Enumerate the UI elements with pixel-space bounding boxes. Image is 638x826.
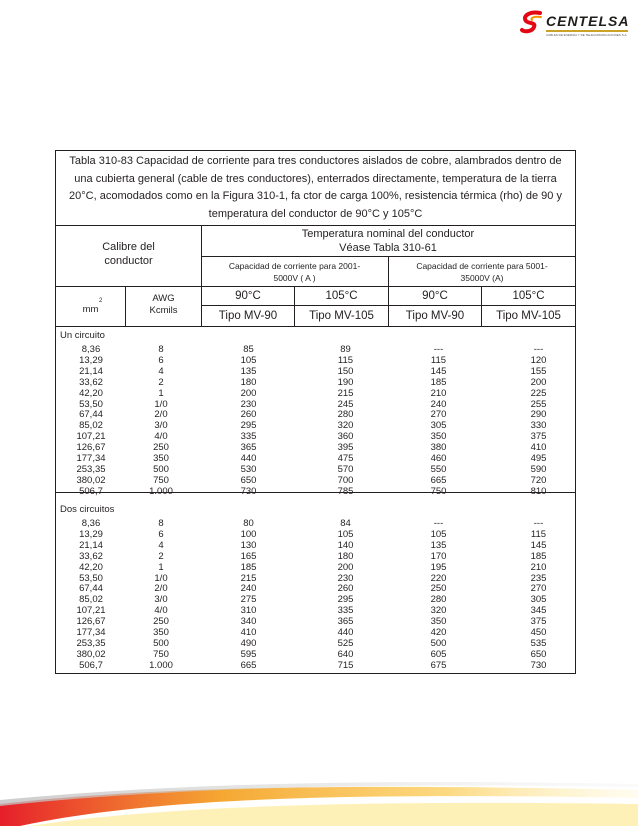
table-cell: 130 — [240, 539, 257, 551]
table-cell: 180 — [240, 376, 257, 388]
table-cell: 85 — [243, 344, 254, 355]
table-cell: 750 — [153, 474, 169, 486]
table-cell: 240 — [430, 398, 447, 410]
table-cell: 1.000 — [149, 485, 173, 497]
table-cell: 305 — [530, 594, 547, 606]
table-cell: 280 — [337, 409, 354, 421]
table-cell: 250 — [430, 583, 447, 595]
table-cell: 8 — [158, 518, 164, 529]
table-cell: 225 — [530, 387, 547, 399]
table-cell: 345 — [530, 605, 547, 617]
col-c3 — [411, 519, 466, 672]
table-cell: 665 — [240, 659, 257, 671]
table-cell: 340 — [240, 616, 257, 628]
temp-col-3: 90°C — [422, 290, 448, 302]
table-cell: 395 — [337, 442, 354, 454]
table-cell: 80 — [243, 518, 254, 529]
table-cell: 2 — [158, 376, 164, 388]
table-cell: 13,29 — [79, 528, 103, 540]
table-cell: 107,21 — [76, 605, 106, 617]
table-cell: 750 — [153, 648, 169, 660]
table-cell: 177,34 — [76, 627, 106, 639]
table-cell: 590 — [530, 463, 547, 475]
table-cell: 155 — [530, 365, 547, 377]
table-cell: 335 — [337, 605, 354, 617]
col-c4 — [511, 519, 566, 672]
table-cell: 595 — [240, 648, 257, 660]
table-cell: 67,44 — [79, 409, 103, 421]
table-cell: 230 — [240, 398, 257, 410]
unit-mm2-superscript: 2 — [99, 298, 103, 304]
table-cell: 506,7 — [79, 485, 103, 497]
table-cell: 440 — [337, 627, 354, 639]
table-cell: --- — [533, 518, 544, 529]
table-cell: 42,20 — [79, 387, 103, 399]
table-cell: --- — [533, 344, 544, 355]
table-cell: 145 — [530, 539, 547, 551]
table-cell: 135 — [240, 365, 257, 377]
rule-under-header — [56, 326, 575, 327]
table-cell: 785 — [337, 485, 354, 497]
col-c3 — [411, 345, 466, 498]
table-cell: 675 — [430, 659, 447, 671]
table-cell: 535 — [530, 637, 547, 649]
table-cell: 115 — [530, 528, 547, 540]
table-cell: 107,21 — [76, 431, 106, 443]
table-cell: 665 — [430, 474, 447, 486]
temp-col-2: 105°C — [325, 290, 358, 302]
table-cell: 1 — [158, 387, 164, 399]
table-cell: 375 — [530, 616, 547, 628]
decorative-swoosh — [0, 760, 638, 826]
table-cell: 506,7 — [79, 659, 103, 671]
table-cell: 260 — [337, 583, 354, 595]
col-mm2 — [66, 345, 116, 498]
table-cell: 145 — [430, 365, 447, 377]
table-cell: 700 — [337, 474, 354, 486]
table-cell: 730 — [240, 485, 257, 497]
table-cell: 650 — [240, 474, 257, 486]
table-cell: 53,50 — [79, 572, 103, 584]
table-cell: 200 — [240, 387, 257, 399]
table-cell: 185 — [530, 550, 547, 562]
table-cell: 335 — [240, 431, 257, 443]
table-cell: 500 — [430, 637, 447, 649]
table-cell: 550 — [430, 463, 447, 475]
unit-awg-kcmils: AWG Kcmils — [149, 293, 178, 316]
table-cell: 33,62 — [79, 550, 103, 562]
table-cell: 360 — [337, 431, 354, 443]
type-col-1: Tipo MV-90 — [218, 310, 278, 322]
table-cell: 42,20 — [79, 561, 103, 573]
table-cell: --- — [433, 518, 444, 529]
table-cell: 240 — [240, 583, 257, 595]
table-cell: 750 — [430, 485, 447, 497]
col-c2 — [318, 519, 373, 672]
table-cell: 650 — [530, 648, 547, 660]
table-cell: 253,35 — [76, 463, 106, 475]
table-cell: 640 — [337, 648, 354, 660]
table-cell: 730 — [530, 659, 547, 671]
table-cell: 715 — [337, 659, 354, 671]
table-cell: 270 — [430, 409, 447, 421]
table-cell: 215 — [337, 387, 354, 399]
table-cell: 1/0 — [154, 572, 168, 584]
table-cell: 13,29 — [79, 354, 103, 366]
table-cell: 200 — [530, 376, 547, 388]
col-c2 — [318, 345, 373, 498]
table-cell: 8 — [158, 344, 164, 355]
type-col-4: Tipo MV-105 — [496, 310, 561, 322]
table-cell: 350 — [430, 431, 447, 443]
capacity-header-2001-5000v: Capacidad de corriente para 2001- 5000V ( A ) — [228, 261, 361, 283]
table-cell: 4 — [158, 365, 164, 377]
table-cell: 53,50 — [79, 398, 103, 410]
table-cell: 295 — [337, 594, 354, 606]
table-cell: 260 — [240, 409, 257, 421]
table-cell: 8,36 — [81, 344, 101, 355]
table-cell: 105 — [430, 528, 447, 540]
type-col-2: Tipo MV-105 — [309, 310, 374, 322]
table-cell: 2/0 — [154, 409, 168, 421]
table-cell: 275 — [240, 594, 257, 606]
table-cell: 420 — [430, 627, 447, 639]
table-cell: 245 — [337, 398, 354, 410]
brand-name: CENTELSA — [546, 13, 630, 29]
table-cell: 85,02 — [79, 594, 103, 606]
table-caption: Tabla 310-83 Capacidad de corriente para tres conductores aislados de cobre, alambrados dentro de una cubierta general (cable de tres conductores), enterrados directamente, temperatura de la tierra 20°C, acomodados como en la Figura 310-1, fa ctor de carga 100%, resistencia térmica (rho) de 90 y temperatura del conductor de 90°C y 105°C — [69, 155, 562, 220]
col-awg — [136, 519, 186, 672]
table-cell: 165 — [240, 550, 257, 562]
table-cell: 253,35 — [76, 637, 106, 649]
table-cell: 21,14 — [79, 365, 103, 377]
table-cell: 250 — [153, 616, 169, 628]
table-cell: --- — [433, 344, 444, 355]
rule-under-capacity — [56, 286, 575, 287]
table-cell: 220 — [430, 572, 447, 584]
table-cell: 810 — [530, 485, 547, 497]
table-cell: 3/0 — [154, 594, 168, 606]
table-cell: 115 — [337, 354, 354, 366]
table-cell: 1/0 — [154, 398, 168, 410]
table-cell: 270 — [530, 583, 547, 595]
table-cell: 720 — [530, 474, 547, 486]
table-cell: 450 — [530, 627, 547, 639]
table-cell: 180 — [337, 550, 354, 562]
table-cell: 100 — [240, 528, 257, 540]
table-cell: 375 — [530, 431, 547, 443]
rule-section-divider — [56, 492, 575, 493]
table-cell: 330 — [530, 420, 547, 432]
centelsa-emblem-icon — [520, 10, 544, 36]
ampacity-table — [55, 150, 576, 674]
unit-mm2: mm — [82, 304, 99, 315]
table-cell: 530 — [240, 463, 257, 475]
table-cell: 410 — [240, 627, 257, 639]
brand-underline — [546, 30, 628, 32]
table-cell: 2 — [158, 550, 164, 562]
col-c4 — [511, 345, 566, 498]
table-cell: 84 — [340, 518, 351, 529]
table-cell: 380,02 — [76, 648, 106, 660]
table-cell: 170 — [430, 550, 447, 562]
col-mm2 — [66, 519, 116, 672]
table-cell: 495 — [530, 453, 547, 465]
table-cell: 475 — [337, 453, 354, 465]
table-cell: 8,36 — [81, 518, 101, 529]
temp-col-1: 90°C — [235, 290, 261, 302]
table-cell: 120 — [530, 354, 547, 366]
table-cell: 6 — [158, 528, 164, 540]
table-cell: 255 — [530, 398, 547, 410]
calibre-header: Calibre del conductor — [102, 241, 155, 267]
table-cell: 210 — [530, 561, 547, 573]
table-cell: 105 — [337, 528, 354, 540]
table-cell: 365 — [337, 616, 354, 628]
table-cell: 185 — [240, 561, 257, 573]
table-cell: 350 — [430, 616, 447, 628]
table-cell: 235 — [530, 572, 547, 584]
col-c1 — [221, 519, 276, 672]
table-cell: 230 — [337, 572, 354, 584]
table-cell: 4/0 — [154, 431, 168, 443]
table-cell: 3/0 — [154, 420, 168, 432]
table-cell: 490 — [240, 637, 257, 649]
table-cell: 215 — [240, 572, 257, 584]
table-cell: 195 — [430, 561, 447, 573]
capacity-header-5001-35000v: Capacidad de corriente para 5001- 35000V (A) — [416, 261, 548, 283]
table-cell: 85,02 — [79, 420, 103, 432]
table-cell: 365 — [240, 442, 257, 454]
table-cell: 605 — [430, 648, 447, 660]
temp-col-4: 105°C — [512, 290, 545, 302]
temperature-header: Temperatura nominal del conductor Véase Tabla 310-61 — [301, 228, 475, 254]
table-cell: 210 — [430, 387, 447, 399]
table-cell: 380 — [430, 442, 447, 454]
table-cell: 135 — [430, 539, 447, 551]
table-cell: 380,02 — [76, 474, 106, 486]
table-cell: 126,67 — [76, 616, 106, 628]
table-cell: 6 — [158, 354, 164, 366]
table-cell: 410 — [530, 442, 547, 454]
centelsa-logo — [520, 10, 630, 40]
table-cell: 500 — [153, 637, 169, 649]
table-cell: 320 — [430, 605, 447, 617]
table-cell: 200 — [337, 561, 354, 573]
table-cell: 89 — [340, 344, 351, 355]
type-col-3: Tipo MV-90 — [405, 310, 465, 322]
brand-tagline: CABLES DE ENERGÍA Y DE TELECOMUNICACIONES S.A. — [546, 33, 628, 37]
table-cell: 190 — [337, 376, 354, 388]
table-cell: 350 — [153, 627, 169, 639]
table-cell: 500 — [153, 463, 169, 475]
table-cell: 4 — [158, 539, 164, 551]
table-cell: 4/0 — [154, 605, 168, 617]
table-cell: 350 — [153, 453, 169, 465]
table-cell: 185 — [430, 376, 447, 388]
table-cell: 177,34 — [76, 453, 106, 465]
table-cell: 105 — [240, 354, 257, 366]
section-label-un-circuito: Un circuito — [60, 330, 105, 341]
table-cell: 295 — [240, 420, 257, 432]
table-cell: 2/0 — [154, 583, 168, 595]
table-cell: 1.000 — [149, 659, 173, 671]
col-awg — [136, 345, 186, 498]
table-cell: 320 — [337, 420, 354, 432]
table-cell: 250 — [153, 442, 169, 454]
table-cell: 140 — [337, 539, 354, 551]
table-cell: 150 — [337, 365, 354, 377]
table-cell: 310 — [240, 605, 257, 617]
table-cell: 67,44 — [79, 583, 103, 595]
table-cell: 126,67 — [76, 442, 106, 454]
table-cell: 21,14 — [79, 539, 103, 551]
col-c1 — [221, 345, 276, 498]
table-cell: 115 — [430, 354, 447, 366]
table-cell: 525 — [337, 637, 354, 649]
table-cell: 305 — [430, 420, 447, 432]
table-cell: 570 — [337, 463, 354, 475]
table-cell: 1 — [158, 561, 164, 573]
section-label-dos-circuitos: Dos circuitos — [60, 504, 115, 515]
table-cell: 280 — [430, 594, 447, 606]
rule-under-caption — [56, 225, 575, 226]
table-cell: 290 — [530, 409, 547, 421]
table-cell: 440 — [240, 453, 257, 465]
table-cell: 33,62 — [79, 376, 103, 388]
table-cell: 460 — [430, 453, 447, 465]
